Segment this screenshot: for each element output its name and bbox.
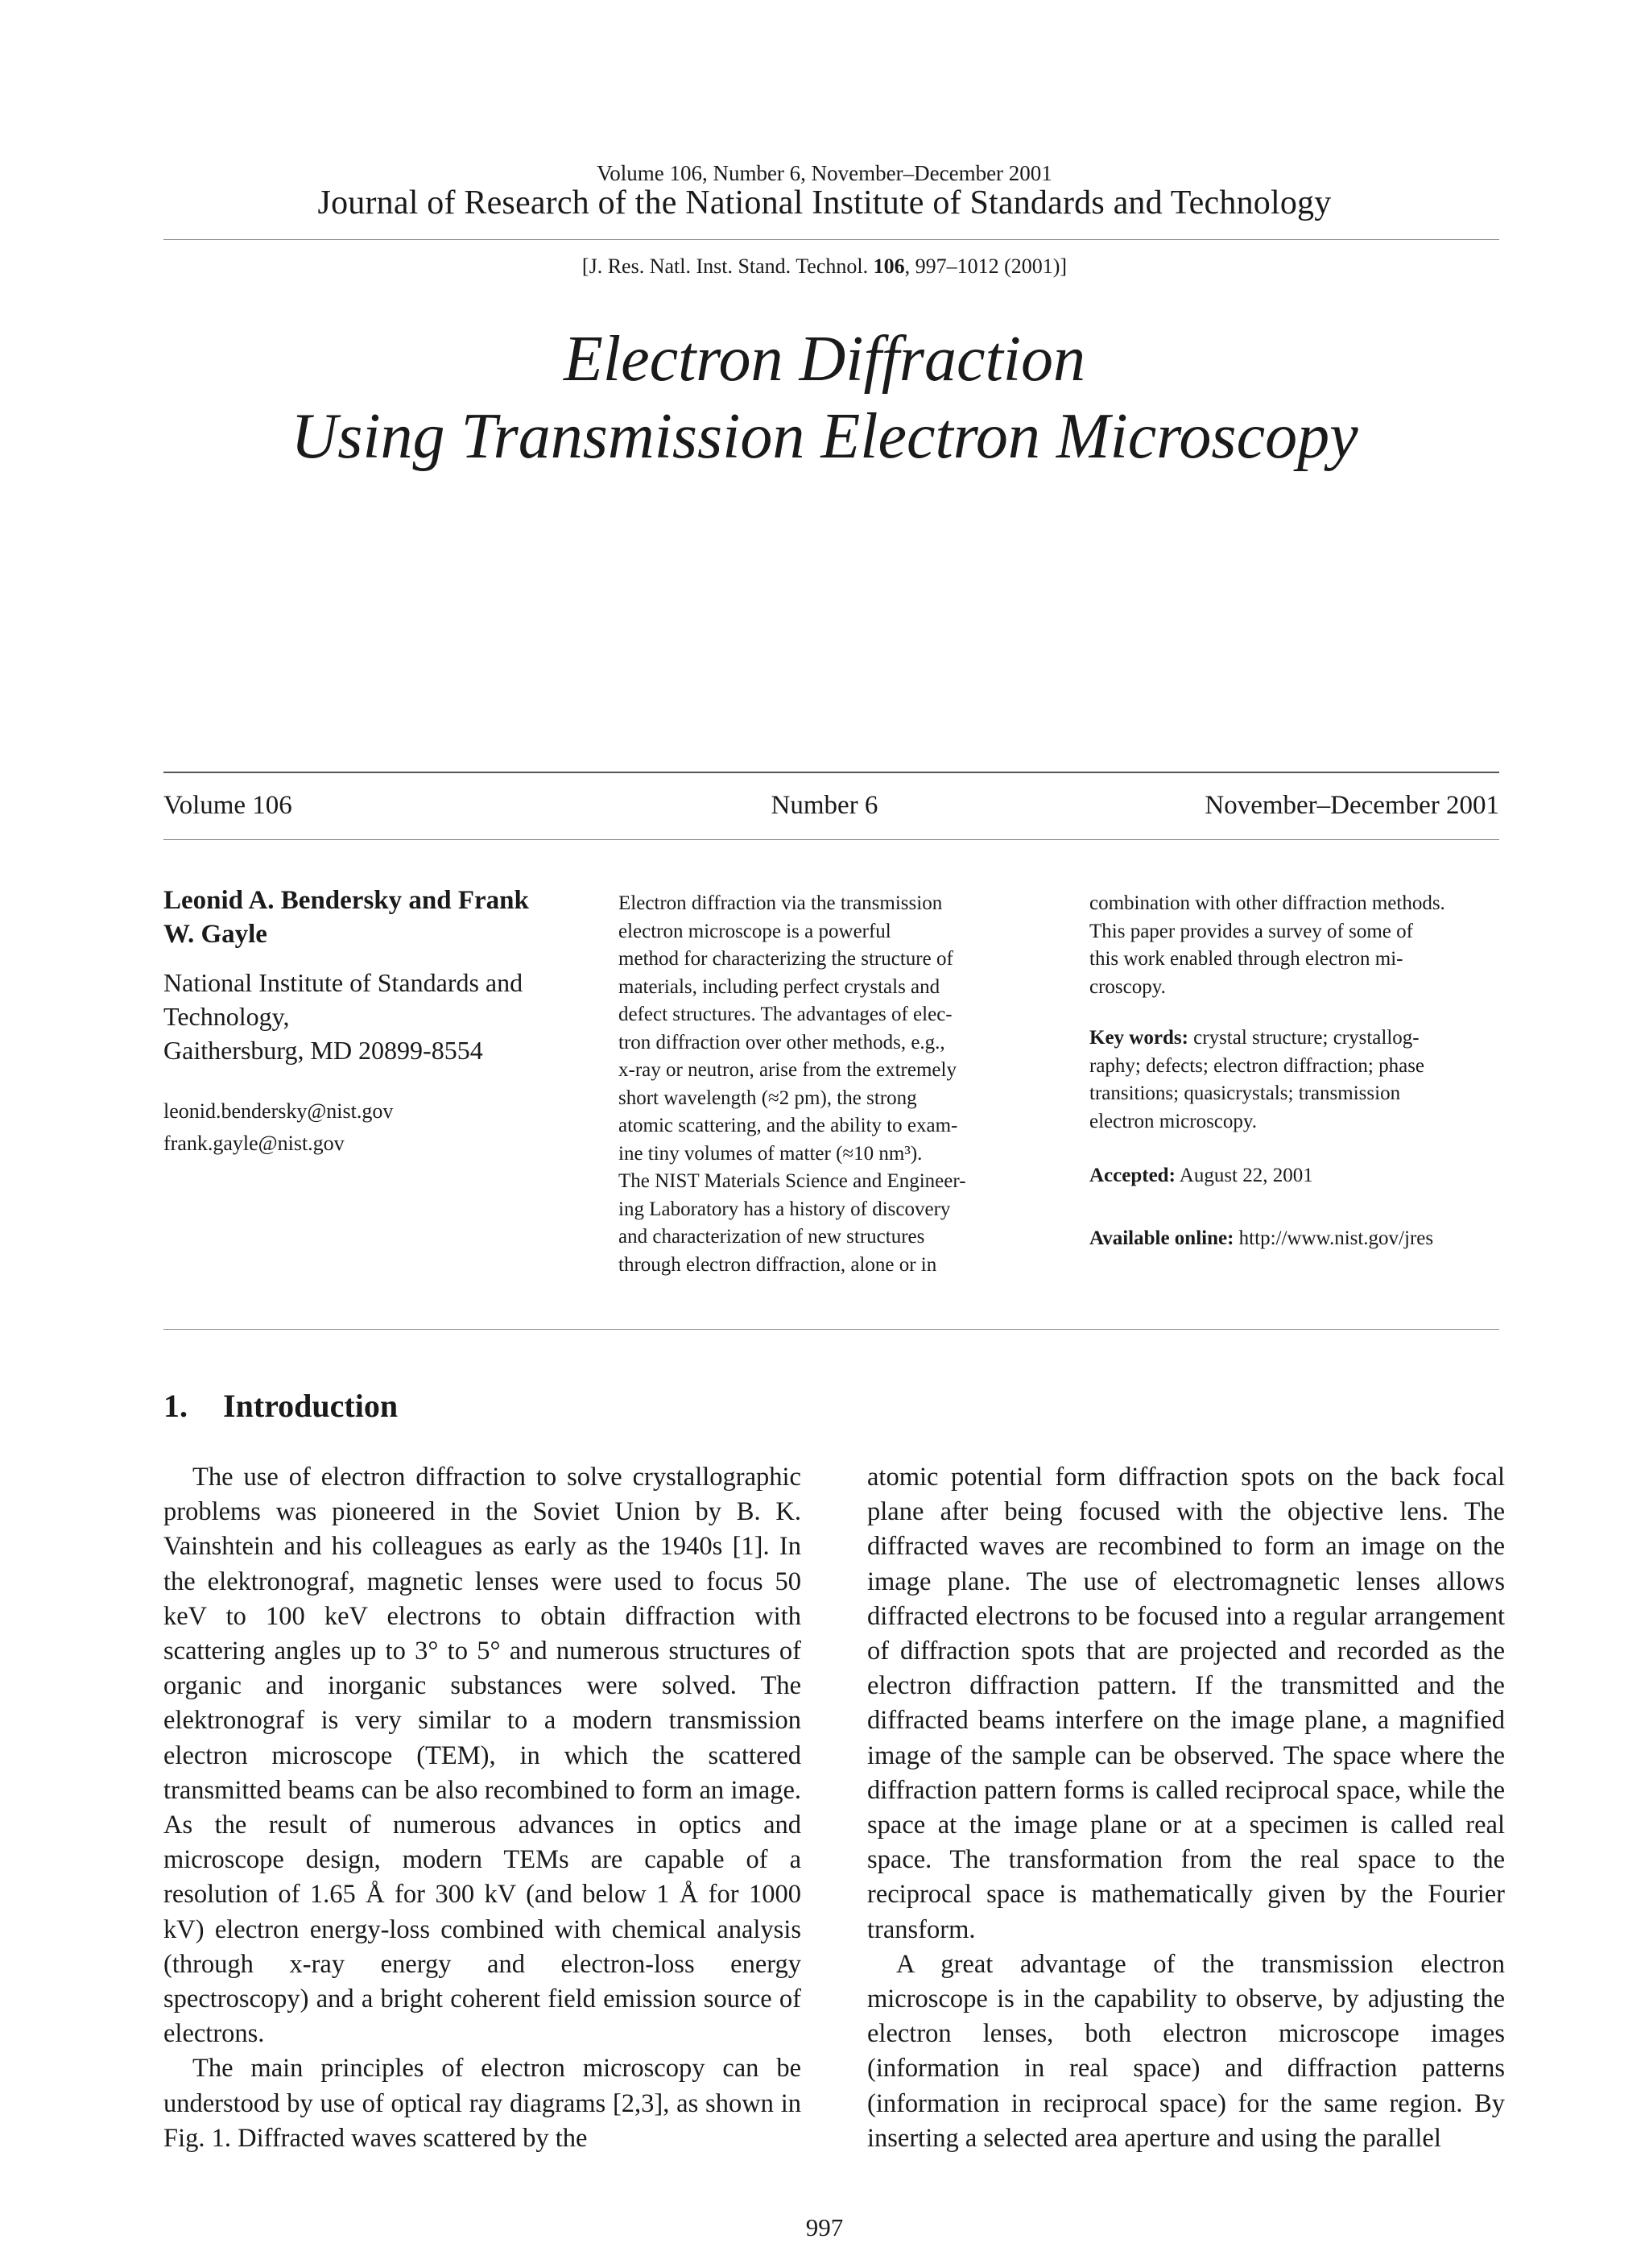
authors-line1: Leonid A. Bendersky and Frank <box>163 886 529 915</box>
volume-bar-top-rule <box>163 772 1499 773</box>
available-label: Available online: <box>1089 1227 1234 1249</box>
accepted-label: Accepted: <box>1089 1165 1176 1186</box>
header-rule <box>163 239 1499 240</box>
number-label: Number 6 <box>771 791 878 820</box>
abstract-line: This paper provides a survey of some of <box>1089 920 1413 942</box>
abstract-line: defect structures. The advantages of elec- <box>618 1004 953 1025</box>
abstract-line: combination with other diffraction methods. <box>1089 892 1445 914</box>
abstract-column-2 <box>1089 890 1508 1001</box>
body-paragraph: atomic potential form diffraction spots on the back focal plane after being focused with the objective lens. The diffracted waves are recombined to form an image on the image plane. The use of electromagnetic lenses allows diffracted electrons to be focused into a regular arrangement of diffraction spots that are projected and recorded as the electron diffraction pattern. If the transmitted and the diffracted beams interfere on the image plane, a magnified image of the sample can be observed. The space where the diffraction pattern forms is called reciprocal space, while the space at the image plane or at a specimen is called real space. The transformation from the real space to the reciprocal space is mathematically given by the Fourier transform. <box>867 1463 1505 1944</box>
citation-volume: 106 <box>873 255 905 278</box>
available-online <box>1089 1225 1508 1253</box>
keywords <box>1089 1024 1508 1136</box>
volume-label: Volume 106 <box>163 791 292 820</box>
keywords-text: raphy; defects; electron diffraction; phase <box>1089 1054 1425 1077</box>
paper-title-line2: Using Transmission Electron Microscopy <box>291 401 1358 472</box>
abstract-line: x-ray or neutron, arise from the extremely <box>618 1059 957 1081</box>
paper-title-line1: Electron Diffraction <box>563 324 1086 395</box>
keywords-text: electron microscopy. <box>1089 1110 1258 1132</box>
citation-prefix: [J. Res. Natl. Inst. Stand. Technol. <box>581 255 874 278</box>
section-heading <box>163 1387 398 1425</box>
abstract-line: electron microscope is a powerful <box>618 920 891 942</box>
available-url[interactable]: http://www.nist.gov/jres <box>1234 1227 1434 1249</box>
volume-bar-bottom-rule <box>163 839 1499 840</box>
affiliation-line3: Gaithersburg, MD 20899-8554 <box>163 1036 483 1065</box>
body-paragraph: The use of electron diffraction to solve crystallographic problems was pioneered in the Soviet Union by B. K. Vainshtein and his colleagues as early as the 1940s [1]. In the elektronograf, magnetic lenses were used to focus 50 keV to 100 keV electrons to obtain diffraction with scattering angles up to 3° to 5° and numerous structures of organic and inorganic substances were solved. The elektronograf is very similar to a modern transmission electron microscope (TEM), in which the scattered transmitted beams can be also recombined to form an image. As the result of numerous advances in optics and microscope design, modern TEMs are capable of a resolution of 1.65 Å for 300 kV (and below 1 Å for 1000 kV) electron energy-loss combined with chemical analysis (through x-ray energy and electron-loss energy spectroscopy) and a bright coherent field emission source of electrons. <box>163 1463 801 2049</box>
keywords-text: transitions; quasicrystals; transmission <box>1089 1082 1401 1104</box>
affiliation-line2: Technology, <box>163 1002 290 1031</box>
date-label: November–December 2001 <box>1205 791 1499 820</box>
abstract-line: method for characterizing the structure of <box>618 948 953 970</box>
abstract-line: ing Laboratory has a history of discovery <box>618 1198 951 1220</box>
accepted-date <box>1089 1162 1508 1190</box>
journal-volume-line: Volume 106, Number 6, November–December 2001 <box>597 161 1052 185</box>
affiliation <box>163 966 582 1067</box>
abstract-line: materials, including perfect crystals and <box>618 975 940 998</box>
keywords-text: crystal structure; crystallog- <box>1188 1027 1420 1049</box>
body-column-left <box>163 1460 801 2156</box>
paper-title <box>0 321 1649 475</box>
email-link[interactable]: leonid.bendersky@nist.gov <box>163 1099 394 1123</box>
abstract-column-1 <box>618 890 1021 1279</box>
abstract-line: croscopy. <box>1089 975 1166 998</box>
abstract-line: The NIST Materials Science and Engineer- <box>618 1170 966 1192</box>
abstract-line: tron diffraction over other methods, e.g., <box>618 1031 945 1053</box>
section-title: Introduction <box>223 1388 399 1424</box>
journal-name: Journal of Research of the National Institute of Standards and Technology <box>317 184 1332 221</box>
body-column-right <box>867 1460 1505 2156</box>
abstract-line: atomic scattering, and the ability to exam- <box>618 1115 958 1136</box>
accepted-value: August 22, 2001 <box>1175 1165 1313 1186</box>
abstract-line: and characterization of new structures <box>618 1226 925 1248</box>
body-paragraph: A great advantage of the transmission electron microscope is in the capability to observe, by adjusting the electron lenses, both electron microscope images (information in real space) and diffraction patterns (information in reciprocal space) for the same region. By inserting a selected area aperture and using the parallel <box>867 1949 1505 2153</box>
abstract-bottom-rule <box>163 1329 1499 1330</box>
keywords-label: Key words: <box>1089 1027 1188 1049</box>
abstract-line: short wavelength (≈2 pm), the strong <box>618 1086 917 1109</box>
body-paragraph: The main principles of electron microscopy can be understood by use of optical ray diagrams [2,3], as shown in Fig. 1. Diffracted waves scattered by the <box>163 2054 801 2153</box>
authors-line2: W. Gayle <box>163 920 267 949</box>
page-number: 997 <box>805 2213 844 2241</box>
abstract-line: ine tiny volumes of matter (≈10 nm³). <box>618 1142 923 1165</box>
abstract-line: through electron diffraction, alone or in <box>618 1253 937 1276</box>
emails <box>163 1095 582 1160</box>
abstract-line: this work enabled through electron mi- <box>1089 948 1403 970</box>
affiliation-line1: National Institute of Standards and <box>163 968 523 997</box>
authors <box>163 884 582 951</box>
citation <box>0 255 1649 279</box>
citation-suffix: , 997–1012 (2001)] <box>904 255 1068 278</box>
email-link[interactable]: frank.gayle@nist.gov <box>163 1132 345 1155</box>
abstract-line: Electron diffraction via the transmission <box>618 892 943 914</box>
section-number: 1. <box>163 1388 188 1424</box>
